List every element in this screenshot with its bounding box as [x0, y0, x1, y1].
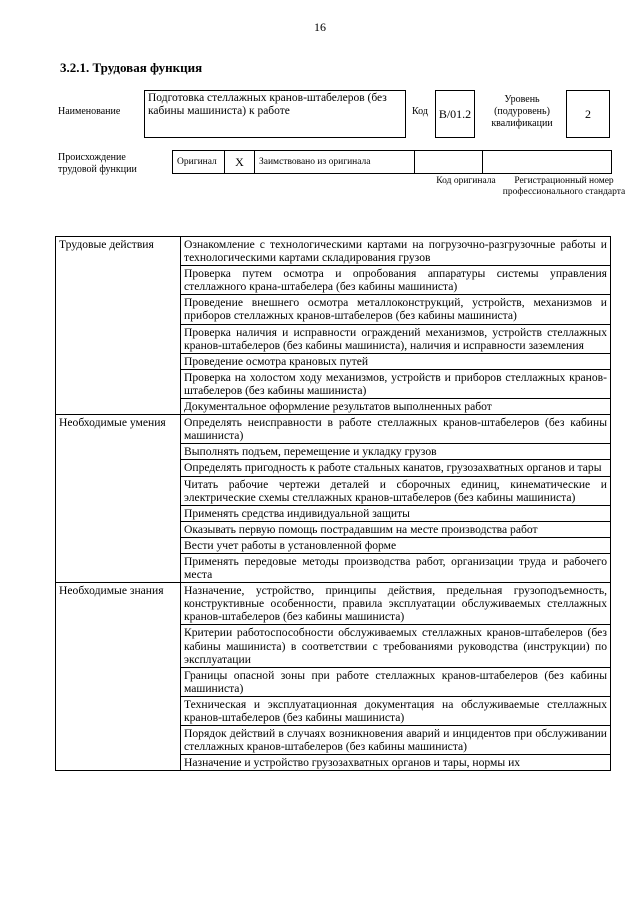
page-number: 16	[314, 20, 326, 34]
code-value: B/01.2	[435, 90, 475, 138]
section-category: Необходимые знания	[56, 583, 181, 771]
registration-cell	[483, 151, 611, 173]
section-item: Оказывать первую помощь пострадавшим на месте производства работ	[181, 521, 611, 537]
section-item: Проверка на холостом ходу механизмов, устройств и приборов стеллажных кранов-штабелеров (без кабины машиниста)	[181, 369, 611, 398]
section-item: Порядок действий в случаях возникновения аварий и инцидентов при обслуживании стеллажных кранов-штабелеров (без кабины машиниста)	[181, 726, 611, 755]
section-category: Трудовые действия	[56, 237, 181, 415]
name-value: Подготовка стеллажных кранов-штабелеров (без кабины машиниста) к работе	[144, 90, 406, 138]
section-item: Вести учет работы в установленной форме	[181, 537, 611, 553]
section-item: Определять неисправности в работе стеллажных кранов-штабелеров (без кабины машиниста)	[181, 415, 611, 444]
section-item: Определять пригодность к работе стальных канатов, грузозахватных органов и тары	[181, 460, 611, 476]
table-row	[56, 237, 611, 266]
code-caption: Код оригинала	[436, 176, 496, 186]
section-item: Применять передовые методы производства работ, организации труда и рабочего места	[181, 553, 611, 582]
level-value: 2	[566, 90, 610, 138]
code-label: Код	[412, 106, 428, 117]
labor-function-table	[55, 236, 611, 771]
borrowed-label: Заимствовано из оригинала	[255, 151, 415, 173]
section-item: Читать рабочие чертежи деталей и сборочных единиц, кинематические и электрические схемы стеллажных кранов-штабелеров (без кабины машиниста)	[181, 476, 611, 505]
section-item: Применять средства индивидуальной защиты	[181, 505, 611, 521]
section-item: Документальное оформление результатов выполненных работ	[181, 399, 611, 415]
section-item: Критерии работоспособности обслуживаемых стеллажных кранов-штабелеров (без кабины машиниста) в соответствии с требованиями руководства (инструкции) по эксплуатации	[181, 625, 611, 667]
section-item: Границы опасной зоны при работе стеллажных кранов-штабелеров (без кабины машиниста)	[181, 667, 611, 696]
section-item: Проведение осмотра крановых путей	[181, 353, 611, 369]
section-item: Проверка путем осмотра и опробования аппаратуры системы управления стеллажного крана-штабелера (без кабины машиниста)	[181, 266, 611, 295]
registration-caption: Регистрационный номер профессионального стандарта	[502, 176, 626, 197]
name-label: Наименование	[58, 106, 121, 117]
section-item: Назначение и устройство грузозахватных органов и тары, нормы их	[181, 755, 611, 771]
original-label: Оригинал	[173, 151, 225, 173]
table-row	[56, 415, 611, 444]
section-item: Ознакомление с технологическими картами на погрузочно-разгрузочные работы и технологическими картами складирования грузов	[181, 237, 611, 266]
section-item: Выполнять подъем, перемещение и укладку грузов	[181, 444, 611, 460]
function-header-table	[58, 88, 618, 140]
origin-row	[172, 150, 612, 174]
section-item: Проведение внешнего осмотра металлоконструкций, устройств, механизмов и приборов стеллажных кранов-штабелеров (без кабины машиниста)	[181, 295, 611, 324]
section-category: Необходимые умения	[56, 415, 181, 583]
section-title: 3.2.1. Трудовая функция	[60, 60, 203, 75]
origin-label: Происхождение трудовой функции	[58, 152, 137, 175]
section-item: Проверка наличия и исправности ограждений механизмов, устройств стеллажных кранов-штабелеров (без кабины машиниста), наличия и исправности заземления	[181, 324, 611, 353]
origin-code-cell	[415, 151, 483, 173]
level-label: Уровень (подуровень) квалификации	[491, 94, 553, 129]
section-item: Назначение, устройство, принципы действия, предельная грузоподъемность, конструктивные особенности, правила эксплуатации обслуживаемых стеллажных кранов-штабелеров (без кабины машиниста)	[181, 583, 611, 625]
original-mark: X	[225, 151, 255, 173]
table-row	[56, 583, 611, 625]
section-item: Техническая и эксплуатационная документация на обслуживаемые стеллажных кранов-штабелеров (без кабины машиниста)	[181, 696, 611, 725]
origin-table	[58, 150, 626, 230]
